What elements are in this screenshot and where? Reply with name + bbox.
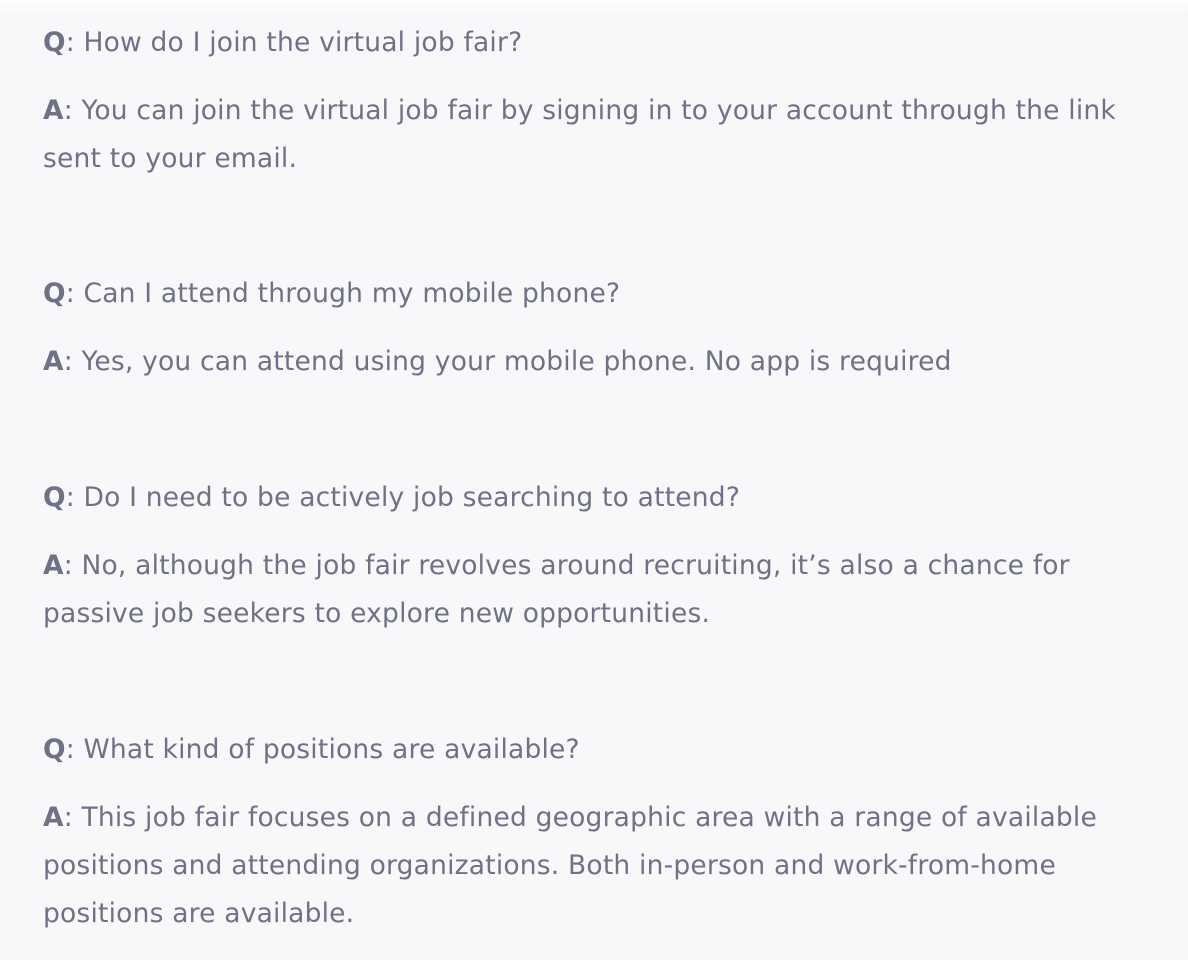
faq-answer: [43, 542, 1173, 638]
faq-question: [43, 19, 1173, 67]
faq-question: [43, 270, 1173, 318]
faq-item: [43, 270, 1173, 386]
answer-marker: A: [43, 95, 64, 126]
answer-text: : No, although the job fair revolves around recruiting, it’s also a chance for passive job seekers to explore new opportunities.: [43, 550, 1070, 629]
question-text: : Do I need to be actively job searching to attend?: [65, 482, 741, 513]
question-marker: Q: [43, 278, 66, 309]
question-marker: Q: [43, 482, 66, 513]
faq-item: [43, 19, 1173, 183]
top-fade: [0, 0, 1188, 14]
answer-text: : This job fair focuses on a defined geographic area with a range of available positions and attending organizations. Both in-person and work-from-home positions are available.: [43, 802, 1097, 929]
question-marker: Q: [43, 27, 66, 58]
question-marker: Q: [43, 734, 66, 765]
answer-marker: A: [43, 802, 64, 833]
faq-question: [43, 474, 1173, 522]
question-text: : How do I join the virtual job fair?: [65, 27, 523, 58]
answer-text: : You can join the virtual job fair by signing in to your account through the link sent to your email.: [43, 95, 1116, 174]
faq-answer: [43, 794, 1173, 938]
faq-question: [43, 726, 1173, 774]
answer-marker: A: [43, 550, 64, 581]
faq-answer: [43, 338, 1173, 386]
faq-item: [43, 726, 1173, 938]
answer-marker: A: [43, 346, 64, 377]
faq-answer: [43, 87, 1173, 183]
answer-text: : Yes, you can attend using your mobile phone. No app is required: [63, 346, 952, 377]
faq-item: [43, 474, 1173, 638]
question-text: : Can I attend through my mobile phone?: [65, 278, 621, 309]
question-text: : What kind of positions are available?: [65, 734, 580, 765]
